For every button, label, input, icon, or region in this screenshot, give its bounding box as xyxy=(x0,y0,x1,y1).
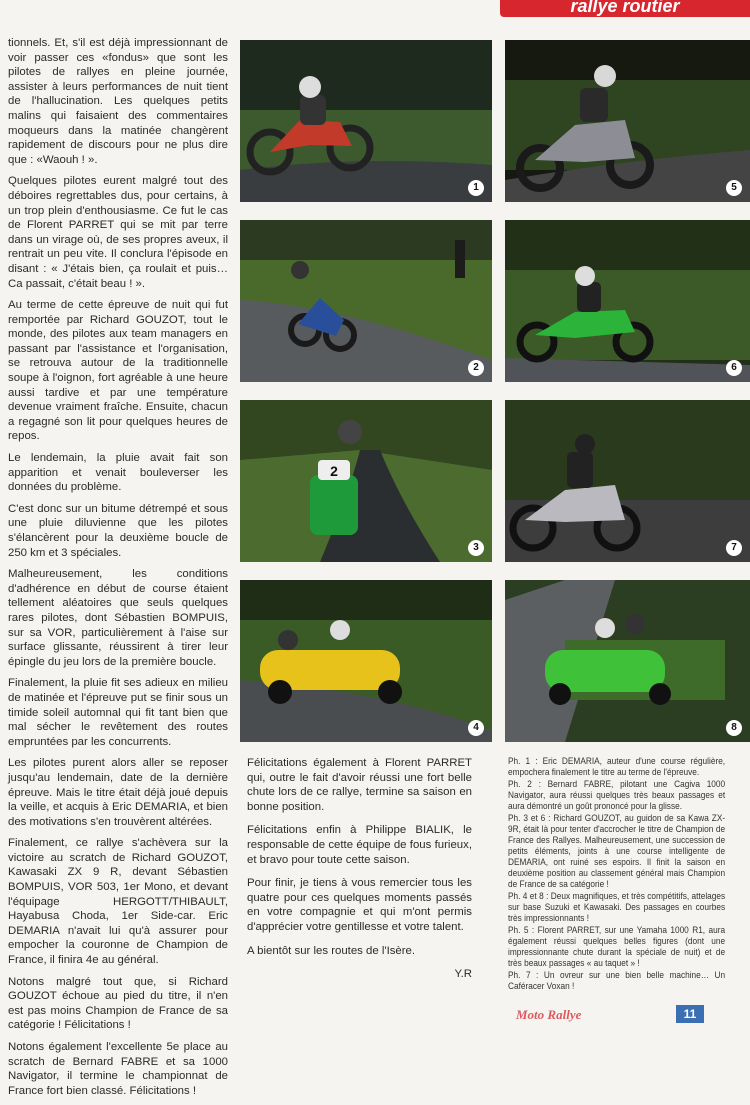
photo-3 xyxy=(240,400,492,562)
paragraph: Malheureusement, les conditions d'adhérence en début de course étaient tellement aléatoires que seuls quelques rares pilotes, dont Sébastien BOMPUIS, sur sa VOR, particulièrement à l'aise sur surface glissante, réussirent à tirer leur épingle du jeu lors de la première boucle. xyxy=(8,568,228,668)
paragraph: A bientôt sur les routes de l'Isère. xyxy=(247,944,416,957)
article-column-2 xyxy=(247,756,472,982)
paragraph: Au terme de cette épreuve de nuit qui fut remportée par Richard GOUZOT, tout le monde, des pilotes aux team managers en passant par l'assistance et l'organisation, se retrouva autour de la traditionnelle soupe à l'oignon, fort agréable à une heure aussi tardive et par une température devenue vraiment fraîche. Ensuite, chacun a regagné son lit pour quelques heures de repos. xyxy=(8,299,228,443)
paragraph: Finalement, ce rallye s'achèvera sur la victoire au scratch de Richard GOUZOT, Kawasaki ZX 9 R, devant Sébastien BOMPUIS, VOR 503, 1er Mono, et devant l'équipage HERGOTT/THIBAULT, Hayabusa Choda, 1er Side-car. Eric DEMARIA n'avait lui qu'à assurer pour empocher la couronne de Champion de France, il finira 4e au général. xyxy=(8,837,228,967)
paragraph: Notons malgré tout que, si Richard GOUZOT échoue au pied du titre, il n'en est pas moins Champion de France de sa catégorie ! Félicitations ! xyxy=(8,975,228,1032)
caption: Ph. 4 et 8 : Deux magnifiques, et très compétitifs, attelages sur base Suzuki et Kawasaki. Des passages en courbes très impressionnants ! xyxy=(508,891,726,923)
author-signature: Y.R xyxy=(454,968,472,981)
photo-number: 2 xyxy=(468,360,484,376)
caption: Ph. 5 : Florent PARRET, sur une Yamaha 1000 R1, aura également réussi quelques belles figures (dont une impressionnante chute durant la spéciale de nuit) et de très beaux passages « au taquet » ! xyxy=(508,925,726,968)
photo-captions xyxy=(508,756,725,993)
paragraph: Les pilotes purent alors aller se reposer jusqu'au lendemain, date de la dernière épreuve. Mais le titre était déjà joué depuis la veille, et acquis à Eric DEMARIA, et bien des motivations s'en trouvèrent altérées. xyxy=(8,757,228,828)
caption: Ph. 1 : Eric DEMARIA, auteur d'une course régulière, empochera finalement le titre au terme de l'épreuve. xyxy=(508,756,726,777)
page-number: 11 xyxy=(676,1005,704,1023)
paragraph: C'est donc sur un bitume détrempé et sous une pluie diluvienne que les pilotes s'élancèrent pour la deuxième boucle de 250 km et 3 spéciales. xyxy=(8,502,228,559)
photo-number: 6 xyxy=(726,360,742,376)
paragraph: Pour finir, je tiens à vous remercier tous les quatre pour ces quelques moments passés en votre compagnie et qui m'ont permis d'apprécier votre gentillesse et votre talent. xyxy=(247,877,472,933)
photo-number: 3 xyxy=(468,540,484,556)
article-column-1 xyxy=(8,36,228,1105)
photo-4 xyxy=(240,580,492,742)
paragraph: Notons également l'excellente 5e place au scratch de Bernard FABRE et sa 1000 Navigator, il termine le championnat de France fort bien classé. Félicitations ! xyxy=(8,1041,228,1097)
svg-text:2: 2 xyxy=(330,463,338,479)
section-title: rallye routier xyxy=(570,0,680,16)
photo-1 xyxy=(240,40,492,202)
caption: Ph. 2 : Bernard FABRE, pilotant une Cagiva 1000 Navigator, aura réussi quelques très beaux passages et aura démontré un goût prononcé pour la glisse. xyxy=(508,779,726,811)
paragraph: tionnels. Et, s'il est déjà impressionnant de voir passer ces «fondus» que sont les pilotes de rallyes en pleine journée, assister à leurs performances de nuit tient de l'hallucination. Les quelques petits malins qui faisaient des commentaires moqueurs dans la matinée changèrent rapidement de discours pour ne plus dire que : «Waouh ! ». xyxy=(8,37,228,166)
paragraph: Le lendemain, la pluie avait fait son apparition et venait bouleverser les données du problème. xyxy=(8,452,228,494)
paragraph: Finalement, la pluie fit ses adieux en milieu de matinée et l'épreuve put se finir sous un timide soleil automnal qui fit tant bien que mal sécher le revêtement des routes empruntées par les concurrents. xyxy=(8,677,228,748)
photo-number: 1 xyxy=(468,180,484,196)
caption: Ph. 3 et 6 : Richard GOUZOT, au guidon de sa Kawa ZX-9R, était là pour tenter d'accrocher le titre de Champion de France des Rallyes. Malheureusement, une succession de petits éléments, joints à une course intelligente de DEMARIA, ont ruiné ses espoirs. Il finit la saison en deuxième position au classement général mais Champion de France de sa catégorie ! xyxy=(508,813,726,889)
paragraph: Félicitations enfin à Philippe BIALIK, le responsable de cette équipe de fous furieux, et bravo pour toute cette saison. xyxy=(247,824,472,866)
photo-2 xyxy=(240,220,492,382)
photo-number: 5 xyxy=(726,180,742,196)
photo-number: 8 xyxy=(726,720,742,736)
photo-6 xyxy=(505,220,750,382)
photo-8 xyxy=(505,580,750,742)
photo-number: 4 xyxy=(468,720,484,736)
paragraph: Félicitations également à Florent PARRET qui, outre le fait d'avoir réussi une fort belle chute lors de ce rallye, termine sa saison en bonne position. xyxy=(247,757,472,813)
photo-7 xyxy=(505,400,750,562)
paragraph: Quelques pilotes eurent malgré tout des déboires regrettables dus, pour certains, à un trop plein d'enthousiasme. Ce fut le cas de Florent PARRET qui se mit par terre dans un virage où, de ses propres aveux, il rentrait un peu vite. Il conclura l'épisode en disant : « J'étais bien, ça roulait et puis… Ca passait, c'était beau ! ». xyxy=(8,175,228,290)
section-header-tab xyxy=(500,0,750,17)
magazine-logo: Moto Rallye xyxy=(516,1007,582,1022)
photo-number: 7 xyxy=(726,540,742,556)
caption: Ph. 7 : Un ovreur sur une bien belle machine… Un Caféracer Voxan ! xyxy=(508,970,726,991)
photo-5 xyxy=(505,40,750,202)
